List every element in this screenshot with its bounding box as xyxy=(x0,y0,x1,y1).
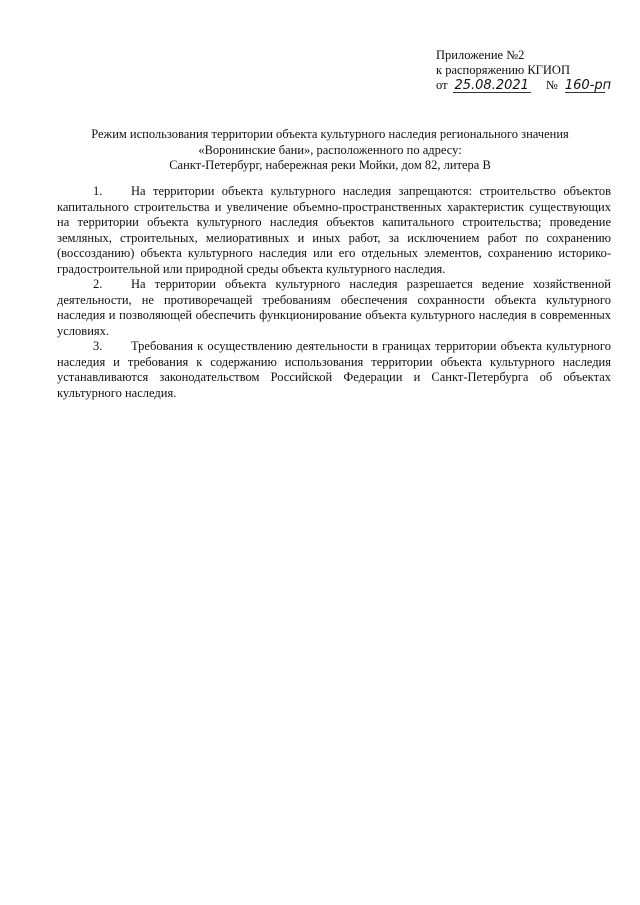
paragraph-number: 3. xyxy=(93,339,103,353)
paragraph-text: На территории объекта культурного наследия запрещаются: строительство объектов капитального строительства и увеличение объемно-пространственных характеристик существующих на территории объекта культурного наследия объектов капитального строительства; проведение земляных, строительных, мелиоративных и иных работ, за исключением работ по сохранению (воссозданию) объекта культурного наследия или его отдельных элементов, сохранению историко-градостроительной или природной среды объекта культурного наследия. xyxy=(57,184,611,276)
appendix-label: Приложение №2 xyxy=(436,48,525,62)
paragraph-text: На территории объекта культурного наследия разрешается ведение хозяйственной деятельности, не противоречащей требованиям обеспечения сохранности объекта культурного наследия и позволяющей обеспечить функционирование объекта культурного наследия в современных условиях. xyxy=(57,277,611,338)
paragraph-text: Требования к осуществлению деятельности в границах территории объекта культурного наследия и требования к содержанию использования территории объекта культурного наследия устанавливаются законодательством Российской Федерации и Санкт-Петербурга об объектах культурного наследия. xyxy=(57,339,611,400)
order-reference: к распоряжению КГИОП xyxy=(436,63,570,77)
from-label: от xyxy=(436,78,448,92)
order-number: 160-рп xyxy=(564,78,612,93)
appendix-header xyxy=(436,48,626,93)
paragraph-2 xyxy=(57,277,611,339)
paragraph-number: 2. xyxy=(93,277,103,291)
document-body xyxy=(57,184,611,401)
title-line-3: Санкт-Петербург, набережная реки Мойки, дом 82, литера В xyxy=(169,158,491,172)
order-date-number-line xyxy=(436,78,626,93)
title-line-1: Режим использования территории объекта культурного наследия регионального значения xyxy=(91,127,569,141)
document-title xyxy=(60,127,600,174)
order-date: 25.08.2021 xyxy=(454,78,529,93)
paragraph-3 xyxy=(57,339,611,401)
number-label: № xyxy=(545,78,558,92)
title-line-2: «Воронинские бани», расположенного по адресу: xyxy=(198,142,462,157)
paragraph-1 xyxy=(57,184,611,277)
paragraph-number: 1. xyxy=(93,184,103,198)
